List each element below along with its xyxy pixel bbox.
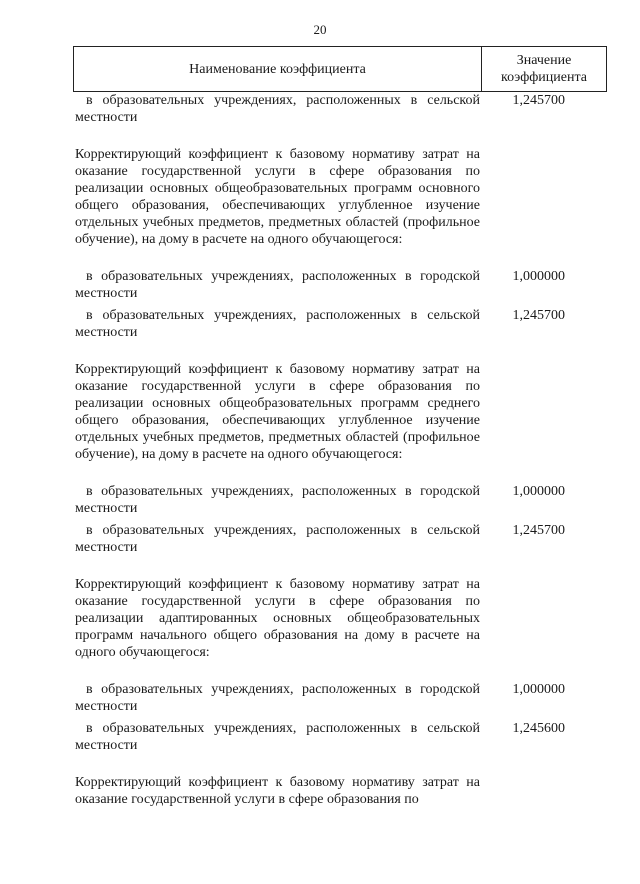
- table-row: [75, 522, 603, 556]
- header-value-line1: Значение: [516, 53, 572, 68]
- table-row: [75, 361, 603, 463]
- table-row: [75, 576, 603, 661]
- row-text: в образовательных учреждениях, расположенных в сельской местности: [75, 93, 480, 125]
- table-header: [73, 46, 607, 92]
- row-text: в образовательных учреждениях, расположенных в городской местности: [75, 682, 480, 714]
- row-value: 1,000000: [512, 484, 565, 499]
- row-text: в образовательных учреждениях, расположенных в сельской местности: [75, 523, 480, 555]
- table-row: [75, 92, 603, 126]
- row-text: Корректирующий коэффициент к базовому нормативу затрат на оказание государственной услуги в сфере образования по: [75, 775, 480, 807]
- table-row: [75, 681, 603, 715]
- header-value-line2: коэффициента: [501, 70, 587, 85]
- table-row: [75, 720, 603, 754]
- row-text: Корректирующий коэффициент к базовому нормативу затрат на оказание государственной услуги в сфере образования по реализации основных общеобразовательных программ среднего общего образования, обеспечивающих углубленное изучение отдельных учебных предметов, предметных областей (профильное обучение), на дому в расчете на одного обучающегося:: [75, 362, 480, 462]
- header-value-column: [482, 47, 606, 91]
- row-value: 1,245700: [512, 523, 565, 538]
- row-value: 1,000000: [512, 269, 565, 284]
- table-row: [75, 268, 603, 302]
- header-name-column: Наименование коэффициента: [74, 47, 482, 91]
- table-row: [75, 146, 603, 248]
- table-body: [75, 92, 603, 808]
- row-value: 1,000000: [512, 682, 565, 697]
- row-value: 1,245600: [512, 721, 565, 736]
- row-value: 1,245700: [512, 93, 565, 108]
- row-value: 1,245700: [512, 308, 565, 323]
- table-row: [75, 774, 603, 808]
- row-text: Корректирующий коэффициент к базовому нормативу затрат на оказание государственной услуги в сфере образования по реализации основных общеобразовательных программ основного общего образования, обеспечивающих углубленное изучение отдельных учебных предметов, предметных областей (профильное обучение), на дому в расчете на одного обучающегося:: [75, 147, 480, 247]
- page-number: 20: [313, 22, 327, 37]
- row-text: в образовательных учреждениях, расположенных в сельской местности: [75, 721, 480, 753]
- row-text: Корректирующий коэффициент к базовому нормативу затрат на оказание государственной услуги в сфере образования по реализации адаптированных основных общеобразовательных программ начального общего образования на дому в расчете на одного обучающегося:: [75, 577, 480, 660]
- row-text: в образовательных учреждениях, расположенных в городской местности: [75, 484, 480, 516]
- table-row: [75, 307, 603, 341]
- table-row: [75, 483, 603, 517]
- row-text: в образовательных учреждениях, расположенных в городской местности: [75, 269, 480, 301]
- row-text: в образовательных учреждениях, расположенных в сельской местности: [75, 308, 480, 340]
